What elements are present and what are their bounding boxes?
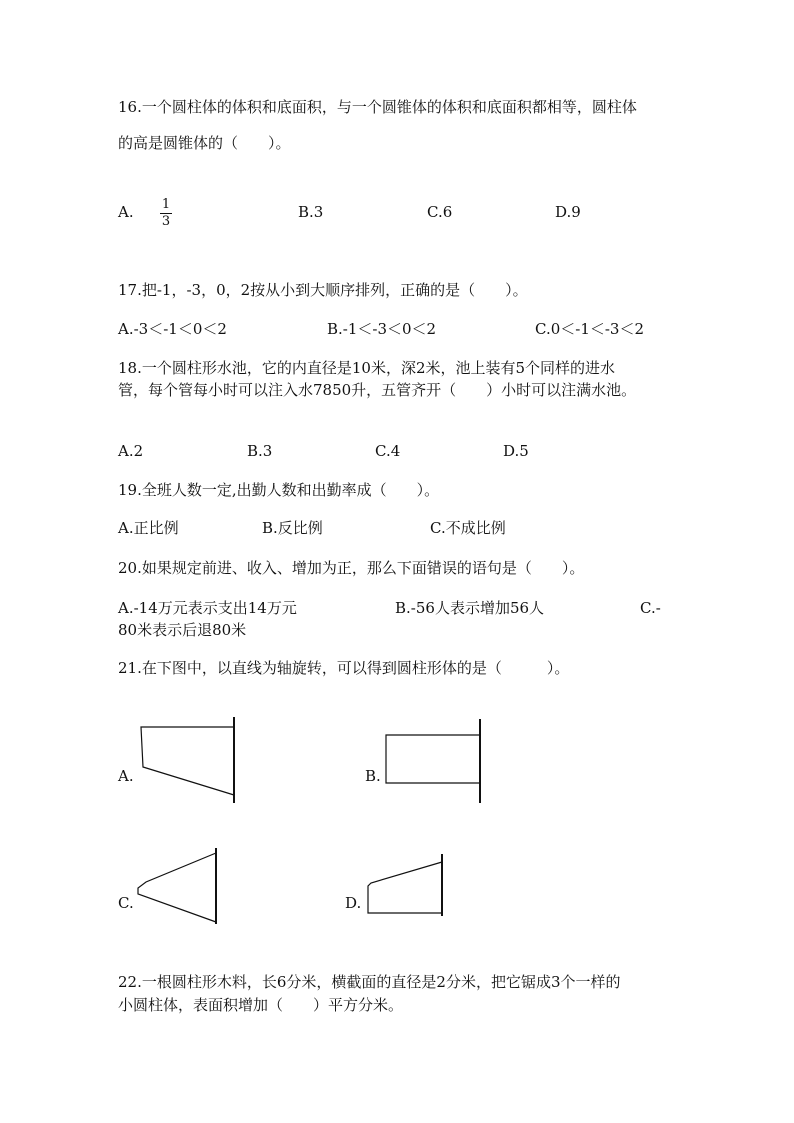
q21-figure-c-label: C. <box>118 894 134 912</box>
q19-option-a: A.正比例 <box>118 519 179 537</box>
q19-option-b: B.反比例 <box>262 519 323 537</box>
q19-stem: 19.全班人数一定,出勤人数和出勤率成（ ）。 <box>118 481 440 499</box>
q21-figure-d <box>365 852 447 918</box>
q16-stem-line2: 的高是圆锥体的（ ）。 <box>118 134 291 152</box>
q20-option-a: A.-14万元表示支出14万元 <box>118 599 297 617</box>
q20-option-b: B.-56人表示增加56人 <box>395 599 545 617</box>
q21-figure-d-label: D. <box>345 894 362 912</box>
q17-option-b: B.-1＜-3＜0＜2 <box>327 320 437 338</box>
q16-option-a-fraction <box>158 198 174 229</box>
q21-figure-b <box>383 717 483 805</box>
q18-stem-line2: 管，每个管每小时可以注入水7850升，五管齐开（ ）小时可以注满水池。 <box>118 381 637 399</box>
q21-stem: 21.在下图中，以直线为轴旋转，可以得到圆柱形体的是（ ）。 <box>118 659 570 677</box>
q21-figure-b-label: B. <box>365 767 381 785</box>
rectangle-shape <box>386 735 480 783</box>
q16-option-b: B.3 <box>298 203 324 221</box>
q16-stem-line1: 16.一个圆柱体的体积和底面积，与一个圆锥体的体积和底面积都相等，圆柱体 <box>118 98 637 116</box>
q20-option-c-part1: C.- <box>640 599 661 617</box>
trapezoid-shape <box>368 862 442 913</box>
q18-option-c: C.4 <box>375 442 401 460</box>
q20-option-c-part2: 80米表示后退80米 <box>118 621 247 639</box>
q16-option-d: D.9 <box>555 203 581 221</box>
q16-option-c: C.6 <box>427 203 453 221</box>
q18-option-a: A.2 <box>118 442 144 460</box>
q17-option-a: A.-3＜-1＜0＜2 <box>118 320 227 338</box>
q17-stem: 17.把-1，-3，0，2按从小到大顺序排列，正确的是（ ）。 <box>118 281 528 299</box>
q19-option-c: C.不成比例 <box>430 519 506 537</box>
q21-figure-c <box>134 846 220 926</box>
fraction-numerator: 1 <box>161 197 171 212</box>
q20-stem: 20.如果规定前进、收入、增加为正，那么下面错误的语句是（ ）。 <box>118 559 585 577</box>
q22-stem-line1: 22.一根圆柱形木料，长6分米，横截面的直径是2分米，把它锯成3个一样的 <box>118 973 621 991</box>
q22-stem-line2: 小圆柱体，表面积增加（ ）平方分米。 <box>118 996 404 1014</box>
q21-figure-a <box>138 715 238 805</box>
q18-option-d: D.5 <box>503 442 529 460</box>
q18-option-b: B.3 <box>247 442 273 460</box>
q17-option-c: C.0＜-1＜-3＜2 <box>535 320 645 338</box>
trapezoid-shape <box>138 853 216 922</box>
q21-figure-a-label: A. <box>118 767 134 785</box>
fraction-denominator: 3 <box>161 214 171 229</box>
q16-option-a-label: A. <box>118 203 134 221</box>
q18-stem-line1: 18.一个圆柱形水池，它的内直径是10米，深2米，池上装有5个同样的进水 <box>118 359 616 377</box>
trapezoid-shape <box>141 727 234 795</box>
